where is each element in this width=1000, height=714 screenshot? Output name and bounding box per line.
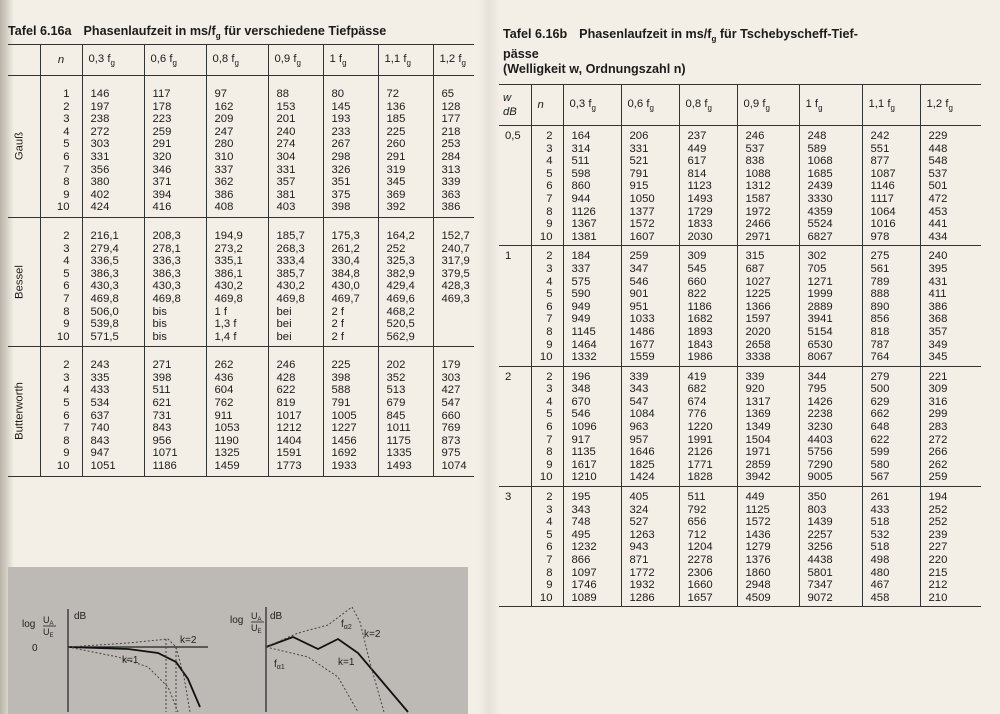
value-cell: 246 537 838 1088 1312 1587 1972 2466 2971	[737, 126, 799, 246]
table-b-title: Tafel 6.16b Phasenlaufzeit in $ms/f_g$ für Tschebyscheff-Tief- pässe (Welligkeit w, Ordnungszahl n)	[503, 27, 983, 77]
value-cell: 97 162 209 247 280 310 337 362 386 408	[206, 76, 268, 218]
value-cell: 242 551 877 1087 1146 1117 1064 1016 978	[862, 126, 920, 246]
left-k2: k=2	[180, 635, 197, 646]
right-k2: k=2	[364, 629, 381, 640]
table-a-col-0: 0,3 $f_g$	[82, 45, 144, 76]
left-unit: dB	[74, 611, 87, 622]
value-cell: 350 803 1439 2257 3256 4438 5801 7347 9072	[799, 487, 862, 607]
order-cell: 2 3 4 5 6 7 8 9 10	[40, 217, 82, 346]
table-a-col-4: 1 $f_g$	[323, 45, 378, 76]
page-gutter	[478, 0, 500, 714]
left-zero: 0	[32, 643, 38, 654]
table-a-group-butterworth	[8, 347, 474, 476]
value-cell: 88 153 201 240 274 304 331 357 381 403	[268, 76, 323, 218]
filter-label-cell	[8, 76, 40, 218]
table-b-col-w: w dB	[499, 85, 531, 126]
value-cell: 185,7 268,3 333,4 385,7 430,2 469,8 bei bei bei	[268, 217, 323, 346]
table-a-title-text: Phasenlaufzeit in ms/f	[83, 24, 216, 38]
table-b-title-line1: Phasenlaufzeit in ms/f	[579, 27, 712, 41]
table-b-col-3: 0,9 $f_g$	[737, 85, 799, 126]
filter-label: Gauß	[13, 132, 26, 161]
value-cell: 309 545 660 822 1186 1682 1893 1843 1986	[679, 246, 737, 366]
value-cell: 72 136 185 225 260 291 319 345 369 392	[378, 76, 433, 218]
value-cell: 164 314 511 598 860 944 1126 1367 1381	[563, 126, 621, 246]
table-b-col-0: 0,3 $f_g$	[563, 85, 621, 126]
table-b-title-line3: (Welligkeit w, Ordnungszahl n)	[503, 61, 686, 76]
value-cell: 65 128 177 218 253 284 313 339 363 386	[433, 76, 474, 218]
table-b-col-1: 0,6 $f_g$	[621, 85, 679, 126]
value-cell: 194 252 252 239 227 220 215 212 210	[920, 487, 981, 607]
value-cell: 449 1125 1572 1436 1279 1376 1860 2948 4509	[737, 487, 799, 607]
value-cell: 164,2 252 325,3 382,9 429,4 469,6 468,2 520,5 562,9	[378, 217, 433, 346]
left-k1: k=1	[122, 655, 139, 666]
value-cell: 146 197 238 272 303 331 356 380 402 424	[82, 76, 144, 218]
value-cell: 279 500 629 662 648 622 599 580 567	[862, 366, 920, 486]
ripple-cell: 1	[499, 246, 531, 366]
value-cell: 302 705 1271 1999 2889 3941 5154 6530 8067	[799, 246, 862, 366]
table-b-title-line1-end: für Tschebyscheff-Tief-	[716, 27, 858, 41]
filter-label-cell	[8, 217, 40, 346]
value-cell: 175,3 261,2 330,4 384,8 430,0 469,7 2 f 2 f 2 f	[323, 217, 378, 346]
value-cell: 117 178 223 259 291 320 346 371 394 416	[144, 76, 206, 218]
table-b-number: Tafel 6.16b	[503, 27, 568, 41]
ripple-cell: 0,5	[499, 126, 531, 246]
left-ylabel: log	[22, 619, 36, 630]
value-cell: 184 337 575 590 949 949 1145 1464 1332	[563, 246, 621, 366]
table-b-title-line2: pässe	[503, 46, 539, 61]
value-cell: 315 687 1027 1225 1366 1597 2020 2658 3338	[737, 246, 799, 366]
value-cell: 344 795 1426 2238 3230 4403 5756 7290 9005	[799, 366, 862, 486]
right-frac-den: $U_E$	[251, 623, 262, 635]
value-cell: 221 309 316 299 283 272 266 262 259	[920, 366, 981, 486]
value-cell: 275 561 789 888 890 856 818 787 764	[862, 246, 920, 366]
table-b-col-5: 1,1 $f_g$	[862, 85, 920, 126]
table-b-col-2: 0,8 $f_g$	[679, 85, 737, 126]
value-cell: 248 589 1068 1685 2439 3330 4359 5524 6827	[799, 126, 862, 246]
value-cell: 225 398 588 791 1005 1227 1456 1692 1933	[323, 347, 378, 476]
value-cell: 419 682 674 776 1220 1991 2126 1771 1828	[679, 366, 737, 486]
right-frac-num: $U_A$	[251, 611, 262, 623]
filter-label-cell	[8, 347, 40, 476]
table-a-number: Tafel 6.16a	[8, 24, 72, 38]
value-cell: 152,7 240,7 317,9 379,5 428,3 469,3	[433, 217, 474, 346]
order-cell: 1 2 3 4 5 6 7 8 9 10	[40, 76, 82, 218]
table-a-corner	[8, 45, 40, 76]
value-cell: 208,3 278,1 336,3 386,3 430,3 469,8 bis bis bis	[144, 217, 206, 346]
value-cell: 511 792 656 712 1204 2278 2306 1660 1657	[679, 487, 737, 607]
value-cell: 195 343 748 495 1232 866 1097 1746 1089	[563, 487, 621, 607]
table-a-title-end: für verschiedene Tiefpässe	[220, 24, 387, 38]
table-a	[8, 44, 474, 477]
value-cell: 237 449 617 814 1123 1493 1729 1833 2030	[679, 126, 737, 246]
order-cell: 2 3 4 5 6 7 8 9 10	[40, 347, 82, 476]
table-b	[499, 84, 981, 607]
filter-label: Butterworth	[13, 382, 26, 441]
right-ylabel: log	[230, 615, 244, 626]
table-a-title	[8, 24, 386, 41]
table-a-col-2: 0,8 $f_g$	[206, 45, 268, 76]
value-cell: 261 433 518 532 518 498 480 467 458	[862, 487, 920, 607]
value-cell: 229 448 548 537 501 472 453 441 434	[920, 126, 981, 246]
order-cell: 2 3 4 5 6 7 8 9 10	[531, 126, 563, 246]
response-curves	[8, 567, 468, 714]
value-cell: 240 395 431 411 386 368 357 349 345	[920, 246, 981, 366]
filter-label: Bessel	[13, 265, 26, 300]
table-b-group-w1	[499, 246, 981, 366]
value-cell: 405 324 527 1263 943 871 1772 1932 1286	[621, 487, 679, 607]
table-a-col-6: 1,2 $f_g$	[433, 45, 474, 76]
order-cell: 2 3 4 5 6 7 8 9 10	[531, 246, 563, 366]
value-cell: 259 347 546 901 951 1033 1486 1677 1559	[621, 246, 679, 366]
value-cell: 80 145 193 233 267 298 326 351 375 398	[323, 76, 378, 218]
table-b-group-w3	[499, 487, 981, 607]
value-cell: 339 343 547 1084 963 957 1646 1825 1424	[621, 366, 679, 486]
ripple-cell: 3	[499, 487, 531, 607]
value-cell: 216,1 279,4 336,5 386,3 430,3 469,8 506,0 539,8 571,5	[82, 217, 144, 346]
order-cell: 2 3 4 5 6 7 8 9 10	[531, 487, 563, 607]
table-b-col-n: n	[531, 85, 563, 126]
value-cell: 206 331 521 791 915 1050 1377 1572 1607	[621, 126, 679, 246]
filter-response-figure	[8, 567, 468, 714]
left-frac-den: $U_E$	[43, 627, 54, 639]
right-k1: k=1	[338, 657, 355, 668]
value-cell: 246 428 622 819 1017 1212 1404 1591 1773	[268, 347, 323, 476]
value-cell: 202 352 513 679 845 1011 1175 1335 1493	[378, 347, 433, 476]
table-b-col-6: 1,2 $f_g$	[920, 85, 981, 126]
right-fa2: $f_{\alpha 2}$	[341, 619, 352, 631]
value-cell: 179 303 427 547 660 769 873 975 1074	[433, 347, 474, 476]
table-a-title-sub: g	[215, 31, 221, 41]
table-b-header	[499, 85, 981, 126]
left-frac-num: $U_A$	[43, 615, 54, 627]
table-a-col-1: 0,6 $f_g$	[144, 45, 206, 76]
value-cell: 196 348 670 546 1096 917 1135 1617 1210	[563, 366, 621, 486]
table-a-col-n: n	[40, 45, 82, 76]
right-fa1: $f_{\alpha 1}$	[274, 659, 285, 671]
table-a-group-bessel	[8, 217, 474, 346]
value-cell: 262 436 604 762 911 1053 1190 1325 1459	[206, 347, 268, 476]
value-cell: 271 398 511 621 731 843 956 1071 1186	[144, 347, 206, 476]
table-a-group-gauss	[8, 76, 474, 218]
table-b-col-4: 1 $f_g$	[799, 85, 862, 126]
value-cell: 194,9 273,2 335,1 386,1 430,2 469,8 1 f 1,3 f 1,4 f	[206, 217, 268, 346]
table-a-header	[8, 45, 474, 76]
value-cell: 243 335 433 534 637 740 843 947 1051	[82, 347, 144, 476]
table-b-group-w05	[499, 126, 981, 246]
value-cell: 339 920 1317 1369 1349 1504 1971 2859 3942	[737, 366, 799, 486]
table-a-col-5: 1,1 $f_g$	[378, 45, 433, 76]
table-b-group-w2	[499, 366, 981, 486]
table-a-col-3: 0,9 $f_g$	[268, 45, 323, 76]
right-unit: dB	[270, 611, 283, 622]
order-cell: 2 3 4 5 6 7 8 9 10	[531, 366, 563, 486]
ripple-cell: 2	[499, 366, 531, 486]
